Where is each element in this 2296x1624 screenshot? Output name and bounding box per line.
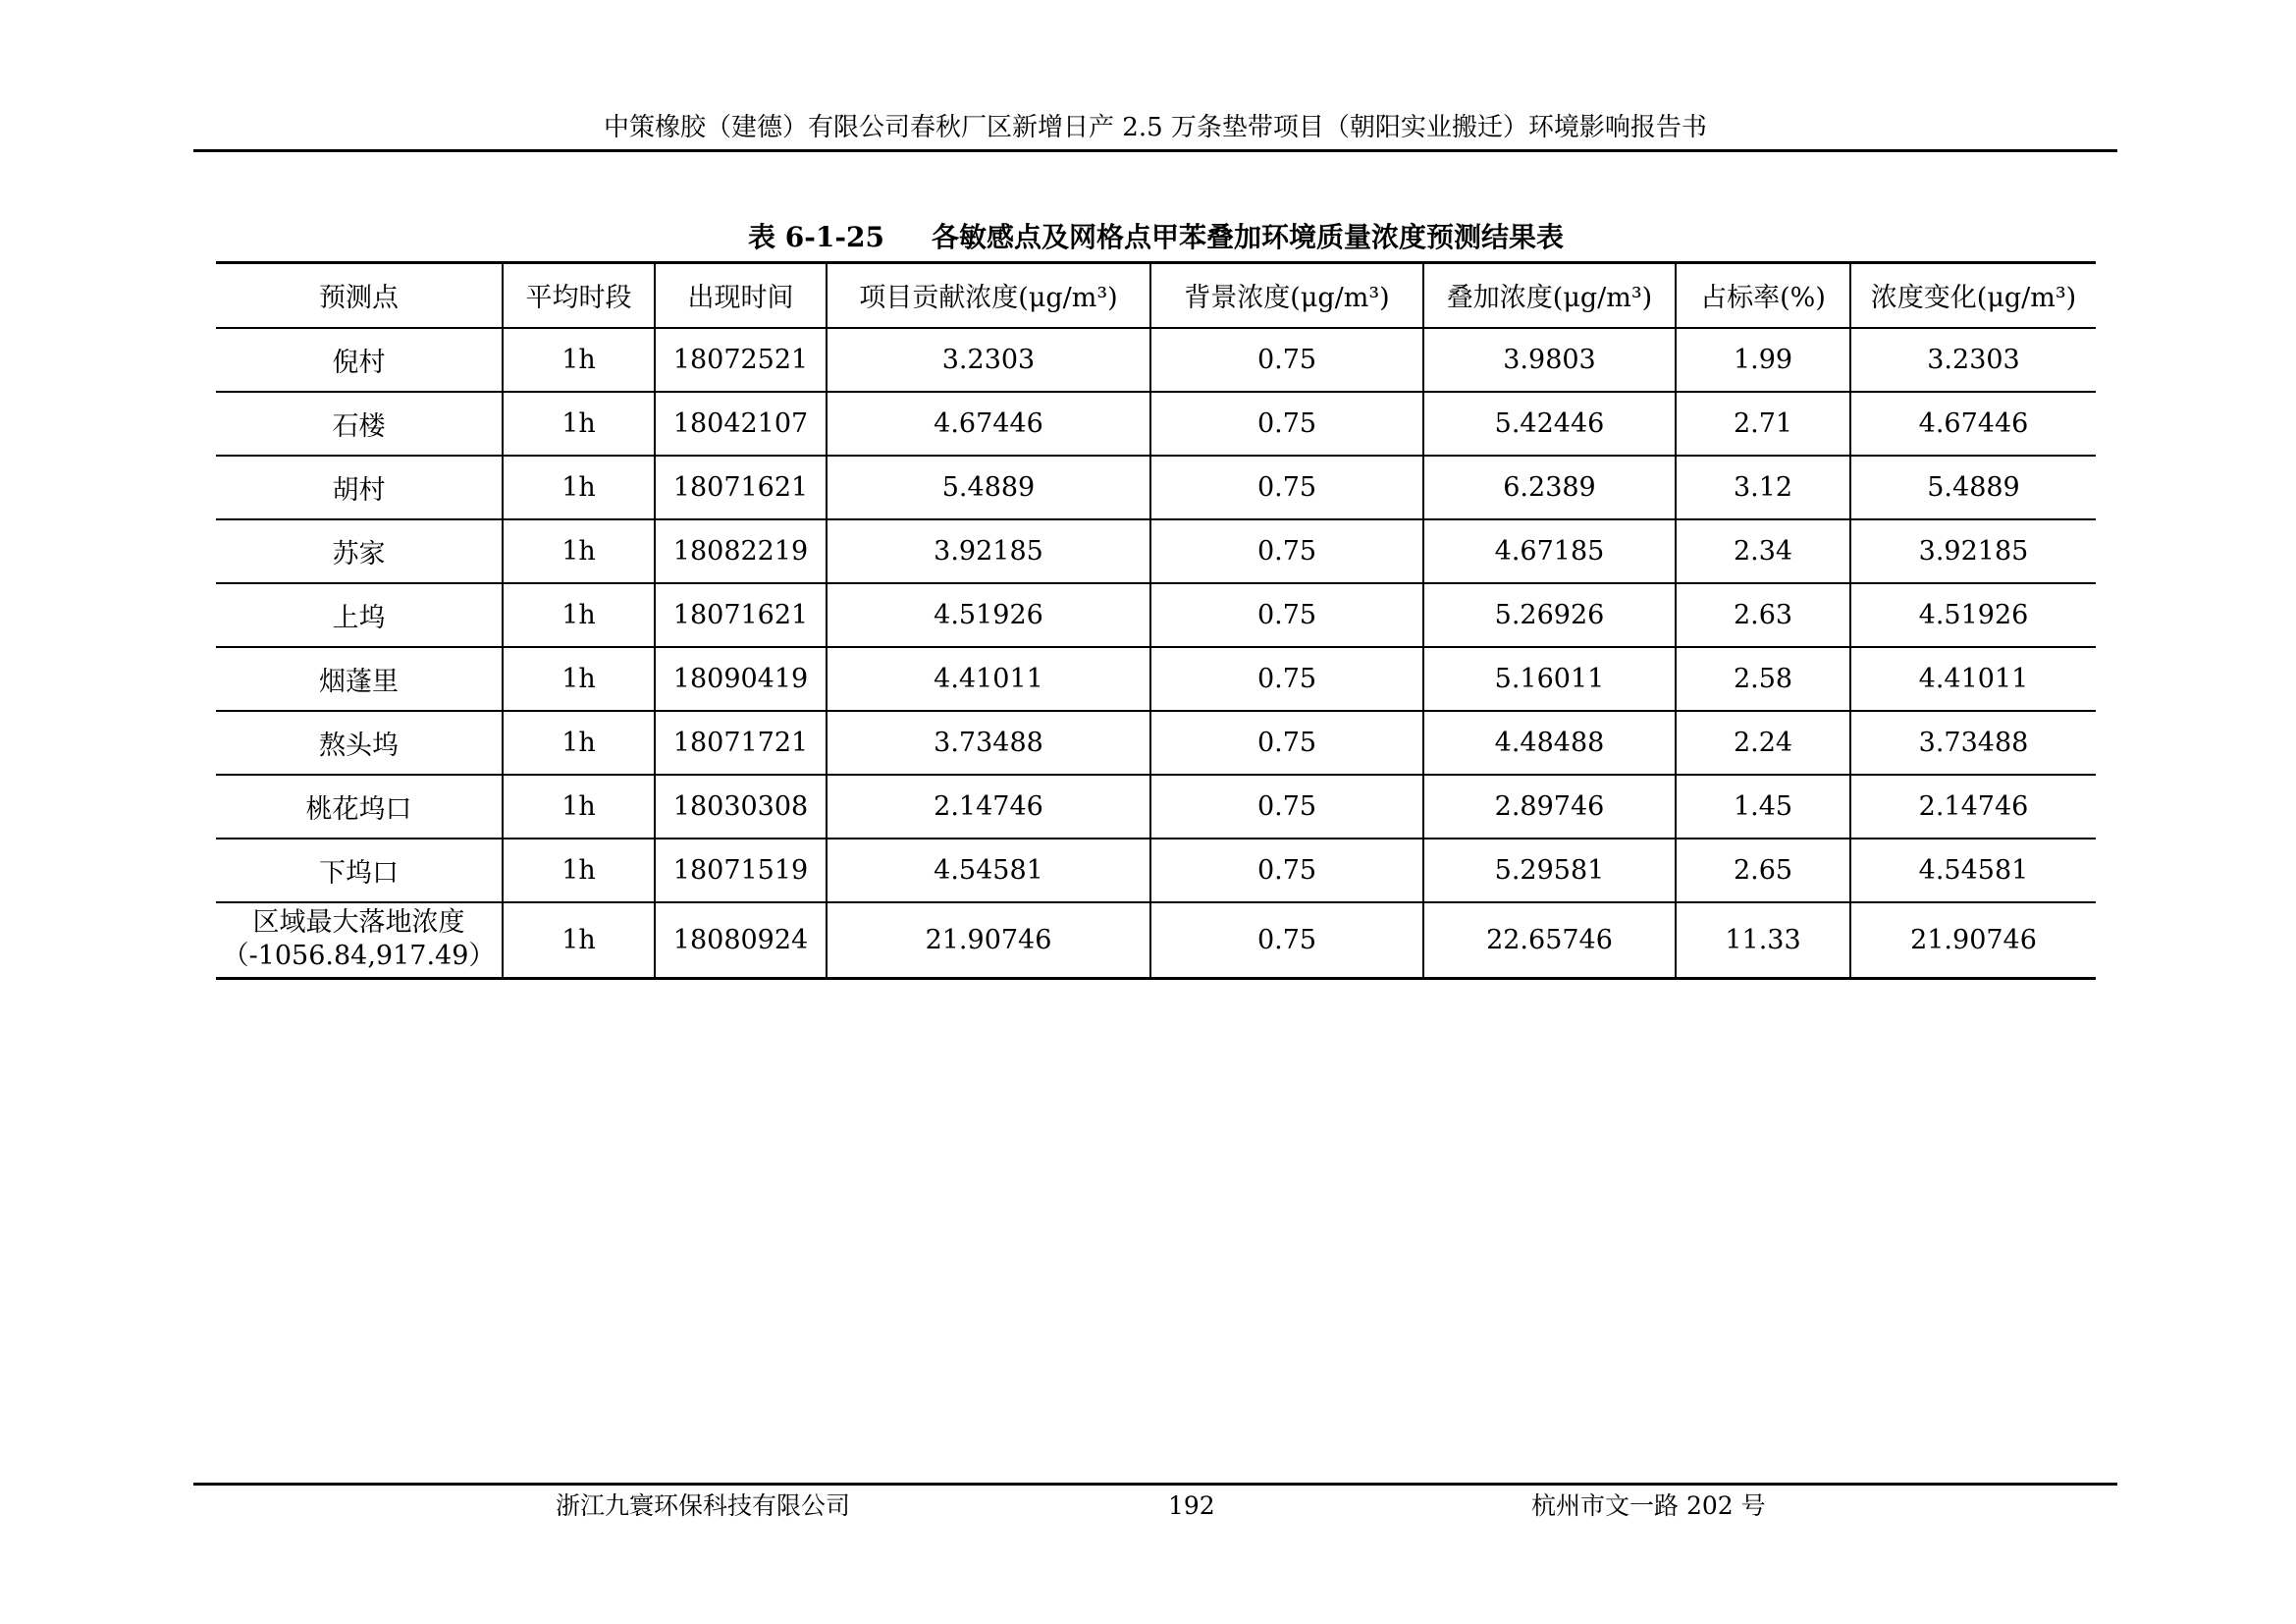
time-cell: 18030308 xyxy=(655,775,827,839)
point-cell: 苏家 xyxy=(216,519,503,583)
contribution-cell: 4.54581 xyxy=(827,839,1150,902)
time-cell: 18042107 xyxy=(655,392,827,456)
point-cell: 上坞 xyxy=(216,583,503,647)
ratio-cell: 1.45 xyxy=(1676,775,1850,839)
time-cell: 18071621 xyxy=(655,583,827,647)
table-row xyxy=(216,328,2096,392)
contribution-cell: 3.2303 xyxy=(827,328,1150,392)
superposed-cell: 5.42446 xyxy=(1423,392,1676,456)
background-cell: 0.75 xyxy=(1150,647,1423,711)
ratio-cell: 2.71 xyxy=(1676,392,1850,456)
change-cell: 21.90746 xyxy=(1850,902,2096,979)
point-cell: 胡村 xyxy=(216,456,503,519)
results-table xyxy=(216,261,2096,980)
point-cell: 熬头坞 xyxy=(216,711,503,775)
footer-company: 浙江九寰环保科技有限公司 xyxy=(556,1491,851,1520)
column-header: 背景浓度(μg/m³) xyxy=(1150,263,1423,328)
change-cell: 4.54581 xyxy=(1850,839,2096,902)
table-row xyxy=(216,519,2096,583)
time-cell: 18082219 xyxy=(655,519,827,583)
footer-address: 杭州市文一路 202 号 xyxy=(1531,1491,1766,1520)
page-header: 中策橡胶（建德）有限公司春秋厂区新增日产 2.5 万条垫带项目（朝阳实业搬迁）环境影响报告书 xyxy=(604,113,1707,142)
period-cell: 1h xyxy=(503,328,655,392)
table-row xyxy=(216,647,2096,711)
time-cell: 18090419 xyxy=(655,647,827,711)
column-header: 平均时段 xyxy=(503,263,655,328)
contribution-cell: 5.4889 xyxy=(827,456,1150,519)
superposed-cell: 4.48488 xyxy=(1423,711,1676,775)
contribution-cell: 4.51926 xyxy=(827,583,1150,647)
contribution-cell: 21.90746 xyxy=(827,902,1150,979)
change-cell: 3.2303 xyxy=(1850,328,2096,392)
change-cell: 4.67446 xyxy=(1850,392,2096,456)
background-cell: 0.75 xyxy=(1150,519,1423,583)
table-row xyxy=(216,775,2096,839)
column-header: 叠加浓度(μg/m³) xyxy=(1423,263,1676,328)
period-cell: 1h xyxy=(503,839,655,902)
change-cell: 5.4889 xyxy=(1850,456,2096,519)
ratio-cell: 2.63 xyxy=(1676,583,1850,647)
time-cell: 18080924 xyxy=(655,902,827,979)
column-header: 出现时间 xyxy=(655,263,827,328)
background-cell: 0.75 xyxy=(1150,839,1423,902)
superposed-cell: 5.26926 xyxy=(1423,583,1676,647)
column-header: 项目贡献浓度(μg/m³) xyxy=(827,263,1150,328)
superposed-cell: 4.67185 xyxy=(1423,519,1676,583)
period-cell: 1h xyxy=(503,392,655,456)
table-row xyxy=(216,711,2096,775)
time-cell: 18071721 xyxy=(655,711,827,775)
background-cell: 0.75 xyxy=(1150,328,1423,392)
max-point-label: 区域最大落地浓度 xyxy=(252,907,465,939)
superposed-cell: 5.29581 xyxy=(1423,839,1676,902)
period-cell: 1h xyxy=(503,647,655,711)
contribution-cell: 3.73488 xyxy=(827,711,1150,775)
period-cell: 1h xyxy=(503,519,655,583)
time-cell: 18072521 xyxy=(655,328,827,392)
point-cell: 下坞口 xyxy=(216,839,503,902)
column-header: 占标率(%) xyxy=(1676,263,1850,328)
column-header: 浓度变化(μg/m³) xyxy=(1850,263,2096,328)
change-cell: 4.41011 xyxy=(1850,647,2096,711)
ratio-cell: 11.33 xyxy=(1676,902,1850,979)
footer-rule xyxy=(193,1483,2117,1486)
time-cell: 18071621 xyxy=(655,456,827,519)
contribution-cell: 4.41011 xyxy=(827,647,1150,711)
background-cell: 0.75 xyxy=(1150,456,1423,519)
table-row xyxy=(216,456,2096,519)
background-cell: 0.75 xyxy=(1150,392,1423,456)
ratio-cell: 2.58 xyxy=(1676,647,1850,711)
table-row xyxy=(216,583,2096,647)
table-header-row xyxy=(216,263,2096,328)
superposed-cell: 6.2389 xyxy=(1423,456,1676,519)
ratio-cell: 2.65 xyxy=(1676,839,1850,902)
header-rule xyxy=(193,149,2117,152)
superposed-cell: 3.9803 xyxy=(1423,328,1676,392)
point-cell: 烟蓬里 xyxy=(216,647,503,711)
max-point-coordinates: （-1056.84,917.49） xyxy=(222,941,496,972)
superposed-cell: 22.65746 xyxy=(1423,902,1676,979)
table-caption: 各敏感点及网格点甲苯叠加环境质量浓度预测结果表 xyxy=(931,221,1564,253)
period-cell: 1h xyxy=(503,456,655,519)
ratio-cell: 1.99 xyxy=(1676,328,1850,392)
contribution-cell: 2.14746 xyxy=(827,775,1150,839)
footer-page-number: 192 xyxy=(1168,1491,1215,1520)
change-cell: 3.92185 xyxy=(1850,519,2096,583)
background-cell: 0.75 xyxy=(1150,711,1423,775)
contribution-cell: 4.67446 xyxy=(827,392,1150,456)
background-cell: 0.75 xyxy=(1150,775,1423,839)
ratio-cell: 2.34 xyxy=(1676,519,1850,583)
period-cell: 1h xyxy=(503,583,655,647)
superposed-cell: 5.16011 xyxy=(1423,647,1676,711)
change-cell: 2.14746 xyxy=(1850,775,2096,839)
table-title xyxy=(216,218,2096,257)
period-cell: 1h xyxy=(503,775,655,839)
point-cell: 石楼 xyxy=(216,392,503,456)
change-cell: 4.51926 xyxy=(1850,583,2096,647)
period-cell: 1h xyxy=(503,902,655,979)
change-cell: 3.73488 xyxy=(1850,711,2096,775)
table-number: 表 6-1-25 xyxy=(748,221,884,253)
background-cell: 0.75 xyxy=(1150,583,1423,647)
point-cell xyxy=(216,902,503,979)
time-cell: 18071519 xyxy=(655,839,827,902)
ratio-cell: 3.12 xyxy=(1676,456,1850,519)
background-cell: 0.75 xyxy=(1150,902,1423,979)
column-header: 预测点 xyxy=(216,263,503,328)
period-cell: 1h xyxy=(503,711,655,775)
table-row xyxy=(216,392,2096,456)
table-row-max xyxy=(216,902,2096,979)
contribution-cell: 3.92185 xyxy=(827,519,1150,583)
point-cell: 桃花坞口 xyxy=(216,775,503,839)
ratio-cell: 2.24 xyxy=(1676,711,1850,775)
point-cell: 倪村 xyxy=(216,328,503,392)
table-row xyxy=(216,839,2096,902)
superposed-cell: 2.89746 xyxy=(1423,775,1676,839)
